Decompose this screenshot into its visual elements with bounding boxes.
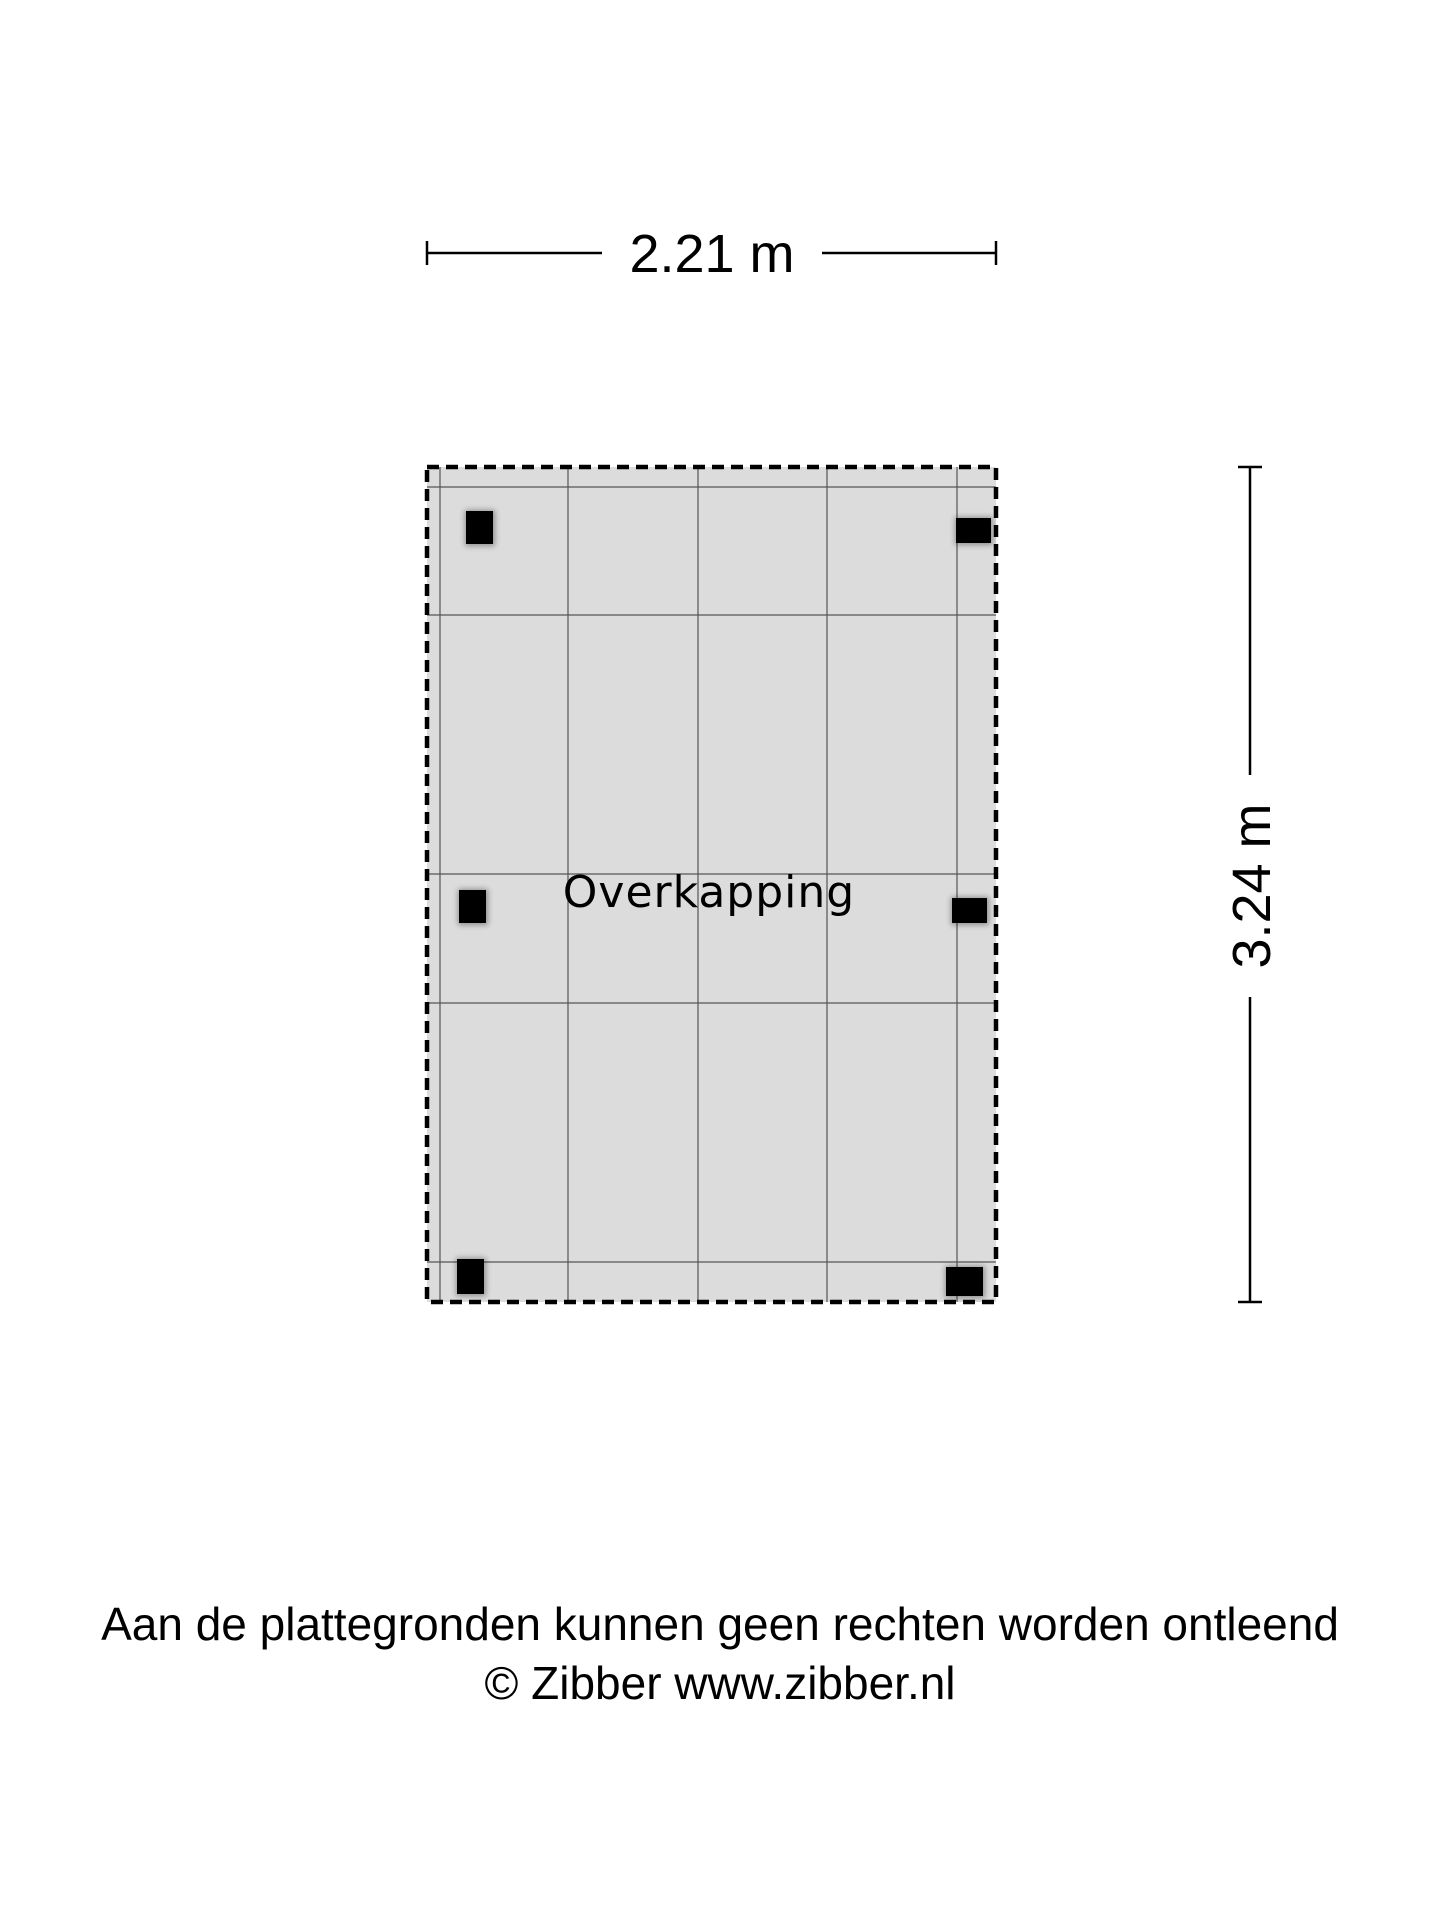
room-overkapping (427, 467, 996, 1302)
width-dimension-label: 2.21 m (629, 224, 795, 284)
post-middle-right (952, 898, 987, 923)
post-middle-left (459, 890, 486, 923)
width-dimension (427, 224, 996, 284)
post-bottom-right (946, 1267, 983, 1296)
post-top-right (956, 518, 991, 543)
post-bottom-left (457, 1259, 484, 1294)
height-dimension-label: 3.24 m (1222, 803, 1282, 969)
height-dimension (1222, 467, 1282, 1302)
post-top-left (466, 511, 493, 544)
disclaimer-text: Aan de plattegronden kunnen geen rechten worden ontleend (101, 1598, 1339, 1650)
room-label: Overkapping (562, 867, 856, 918)
copyright-text: © Zibber www.zibber.nl (484, 1657, 956, 1709)
